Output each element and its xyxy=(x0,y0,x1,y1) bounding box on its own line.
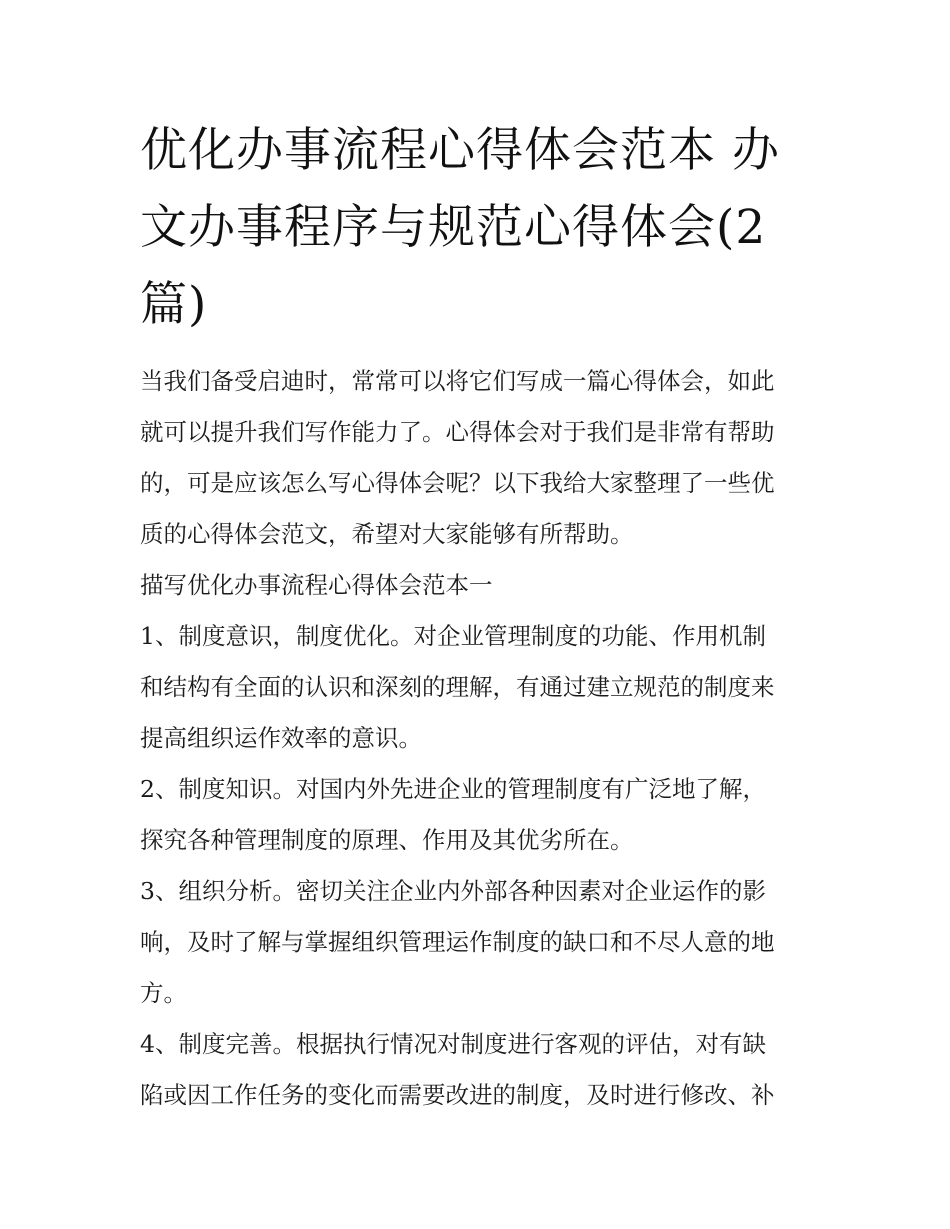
list-item-4: 4、制度完善。根据执行情况对制度进行客观的评估，对有缺 陷或因工作任务的变化而需要改进的制度，及时进行修改、补 xyxy=(140,1030,775,1109)
list-item-1: 1、制度意识，制度优化。对企业管理制度的功能、作用机制 和结构有全面的认识和深刻的理解，有通过建立规范的制度来 提高组织运作效率的意识。 xyxy=(140,622,775,752)
page-title: 优化办事流程心得体会范本 办 文办事程序与规范心得体会(2 篇) xyxy=(140,123,780,332)
list-item-3: 3、组织分析。密切关注企业内外部各种因素对企业运作的影 响，及时了解与掌握组织管理运作制度的缺口和不尽人意的地 方。 xyxy=(140,877,775,1007)
section-heading: 描写优化办事流程心得体会范本一 xyxy=(140,571,493,599)
document-content xyxy=(140,112,820,1121)
list-item-2: 2、制度知识。对国内外先进企业的管理制度有广泛地了解， 探究各种管理制度的原理、作用及其优劣所在。 xyxy=(140,775,766,854)
intro-paragraph: 当我们备受启迪时，常常可以将它们写成一篇心得体会，如此 就可以提升我们写作能力了。心得体会对于我们是非常有帮助 的，可是应该怎么写心得体会呢？以下我给大家整理了一些优 质的心得体会范文，希望对大家能够有所帮助。 xyxy=(140,367,775,548)
